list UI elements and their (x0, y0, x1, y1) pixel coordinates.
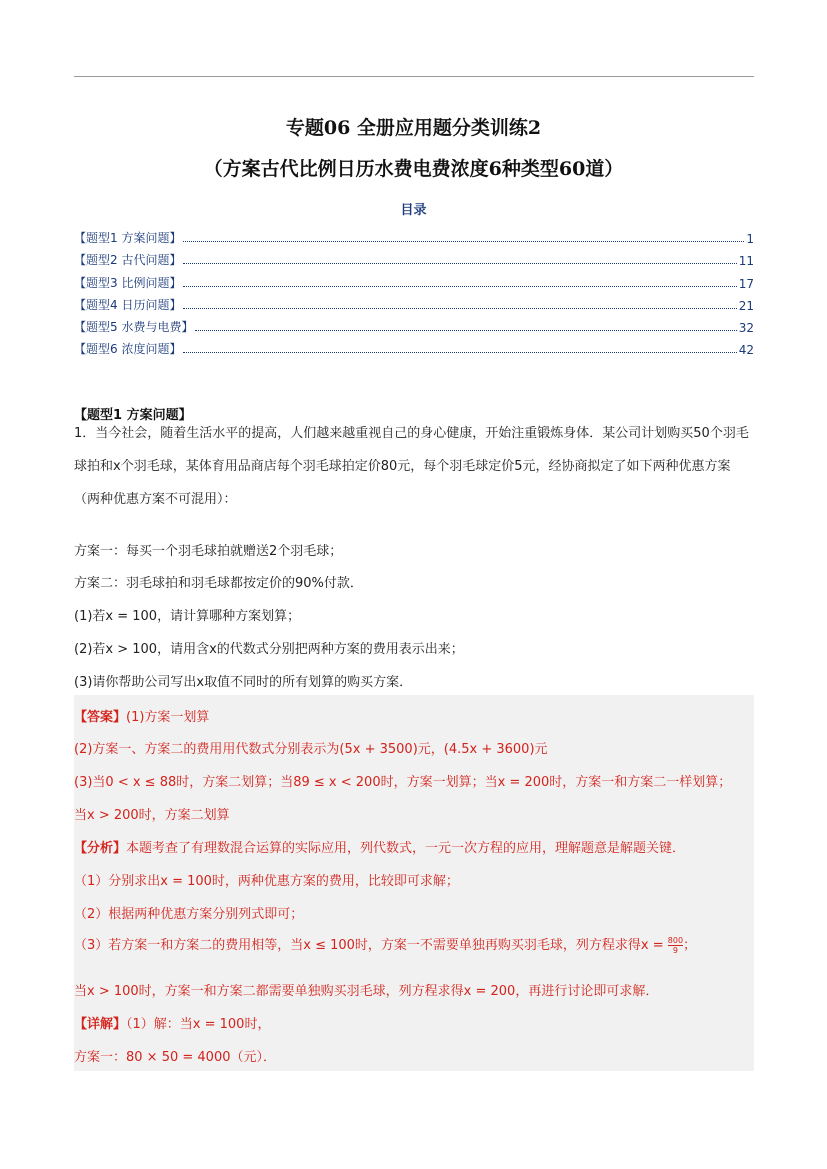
fraction (668, 936, 683, 955)
toc-item-page: 21 (738, 298, 754, 313)
toc-item-label: 【题型1 方案问题】 (74, 231, 182, 246)
detail-calc: 方案一：80 × 50 = 4000（元）． (74, 1050, 276, 1065)
toc-item-page: 17 (738, 276, 754, 291)
toc-item[interactable] (74, 291, 754, 313)
analysis-step-3-end: ； (683, 938, 697, 953)
toc-item-label: 【题型6 浓度问题】 (74, 342, 182, 357)
answer-line-1 (74, 706, 754, 725)
analysis-step-3 (74, 934, 754, 955)
answer-2: (2)方案一、方案二的费用用代数式分别表示为(5x + 3500)元，(4.5x + 3600)元 (74, 742, 548, 757)
toc-item[interactable] (74, 335, 754, 357)
toc-item[interactable] (74, 246, 754, 268)
toc-leader (183, 286, 736, 287)
detail-text: （1）解：当x = 100时， (126, 1017, 271, 1032)
analysis-step-3-text: （3）若方案一和方案二的费用相等，当x ≤ 100时，方案一不需要单独再购买羽毛球，列方程求得x = (74, 938, 668, 953)
question-1: (1)若x = 100，请计算哪种方案划算； (74, 609, 301, 624)
detail-tag: 【详解】 (74, 1017, 127, 1032)
question-3: (3)请你帮助公司写出x取值不同时的所有划算的购买方案． (74, 675, 413, 690)
toc-item-page: 1 (746, 232, 754, 247)
analysis-tag: 【分析】 (74, 841, 127, 856)
analysis-line (74, 837, 754, 856)
detail-line (74, 1013, 754, 1032)
analysis-step-2: （2）根据两种优惠方案分别列式即可； (74, 907, 304, 922)
toc-item-label: 【题型2 古代问题】 (74, 253, 182, 268)
question-2: (2)若x > 100，请用含x的代数式分别把两种方案的费用表示出来； (74, 642, 464, 657)
doc-title: 专题06 全册应用题分类训练2 (285, 117, 542, 139)
toc-item-page: 32 (738, 320, 754, 335)
toc-item-label: 【题型5 水费与电费】 (74, 319, 194, 334)
toc-item[interactable] (74, 224, 754, 246)
toc-leader (183, 241, 744, 242)
fraction-numerator: 800 (667, 936, 684, 945)
answer-3-line-2: 当x > 200时，方案二划算 (74, 808, 230, 823)
toc-item-label: 【题型3 比例问题】 (74, 275, 182, 290)
toc-leader (183, 352, 736, 353)
toc-leader (195, 330, 736, 331)
answer-tag: 【答案】 (74, 710, 127, 725)
toc-item[interactable] (74, 313, 754, 335)
toc-heading: 目录 (400, 203, 427, 218)
plan-one: 方案一：每买一个羽毛球拍就赠送2个羽毛球； (74, 544, 343, 559)
toc-leader (183, 308, 736, 309)
table-of-contents (74, 224, 754, 357)
analysis-text: 本题考查了有理数混合运算的实际应用，列代数式，一元一次方程的应用，理解题意是解题关键． (126, 841, 686, 856)
problem-paragraph: 1．当今社会，随着生活水平的提高，人们越来越重视自己的身心健康，开始注重锻炼身体．某公司计划购买50个羽毛球拍和x个羽毛球，某体育用品商店每个羽毛球拍定价80元，每个羽毛球定价5元，经协商拟定了如下两种优惠方案（两种优惠方案不可混用）： (74, 426, 749, 507)
doc-subtitle: （方案古代比例日历水费电费浓度6种类型60道） (203, 158, 624, 180)
header-rule (74, 76, 754, 77)
toc-leader (183, 263, 736, 264)
answer-3-line-1: (3)当0 < x ≤ 88时，方案二划算；当89 ≤ x < 200时，方案一划算；当x = 200时，方案一和方案二一样划算； (74, 775, 732, 790)
analysis-step-1: （1）分别求出x = 100时，两种优惠方案的费用，比较即可求解； (74, 874, 459, 889)
answer-1: (1)方案一划算 (126, 710, 210, 725)
toc-item[interactable] (74, 268, 754, 290)
fraction-denominator: 9 (672, 946, 678, 955)
toc-item-page: 42 (738, 343, 754, 358)
analysis-step-4: 当x > 100时，方案一和方案二都需要单独购买羽毛球，列方程求得x = 200，再进行讨论即可求解． (74, 984, 659, 999)
plan-two: 方案二：羽毛球拍和羽毛球都按定价的90%付款． (74, 576, 363, 591)
toc-item-page: 11 (738, 254, 754, 269)
toc-item-label: 【题型4 日历问题】 (74, 297, 182, 312)
section-heading: 【题型1 方案问题】 (74, 408, 192, 423)
